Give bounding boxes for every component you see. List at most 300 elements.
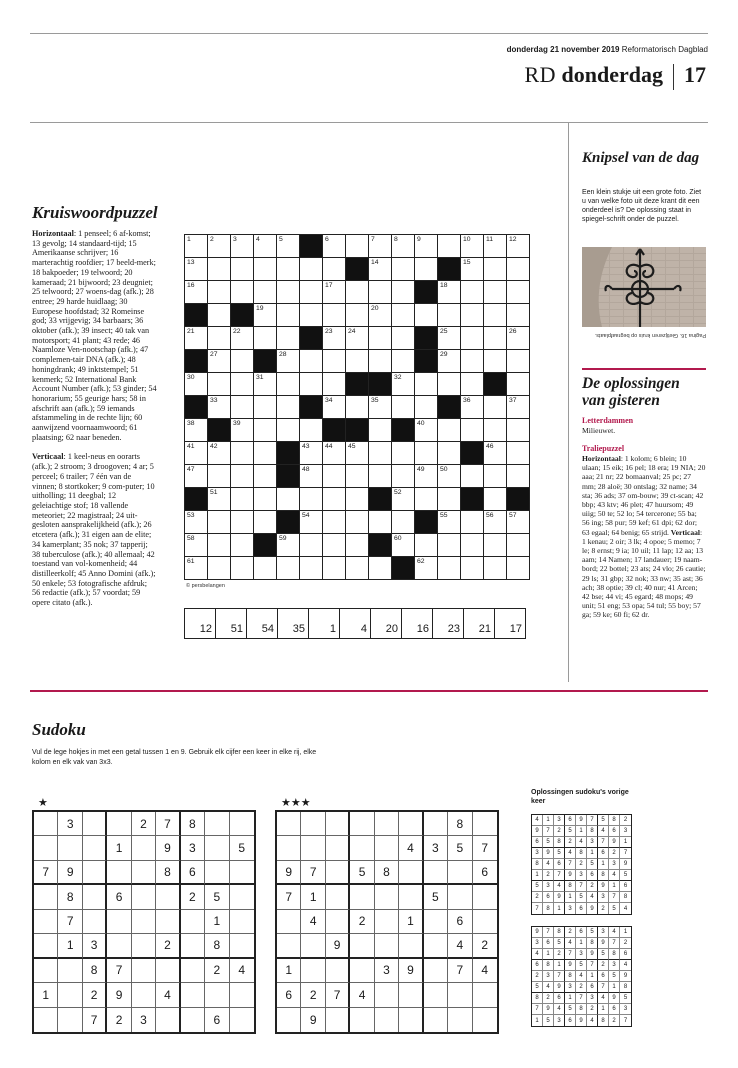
crossword-cell[interactable] [254,373,277,396]
crossword-cell[interactable] [415,442,438,465]
crossword-cell[interactable] [438,488,461,511]
sudoku-cell[interactable] [107,910,131,934]
crossword-cell[interactable] [392,442,415,465]
sudoku-cell[interactable] [399,983,423,1007]
sudoku-cell[interactable] [181,1008,205,1032]
crossword-cell[interactable] [415,304,438,327]
crossword-cell[interactable] [323,557,346,580]
crossword-cell[interactable] [507,442,530,465]
crossword-cell[interactable] [231,396,254,419]
sudoku-cell[interactable] [132,983,156,1007]
crossword-cell[interactable] [231,488,254,511]
crossword-cell[interactable] [231,281,254,304]
sudoku-cell[interactable] [399,861,423,885]
crossword-cell[interactable] [254,465,277,488]
crossword-cell[interactable] [369,557,392,580]
sudoku-cell[interactable] [424,1008,448,1032]
crossword-cell[interactable] [438,534,461,557]
sudoku-cell[interactable] [301,959,325,983]
crossword-cell[interactable] [438,557,461,580]
crossword-cell[interactable] [300,465,323,488]
sudoku-cell[interactable] [181,934,205,958]
sudoku-cell[interactable] [205,861,229,885]
crossword-cell[interactable] [392,327,415,350]
crossword-cell[interactable] [231,235,254,258]
crossword-cell[interactable] [231,419,254,442]
sudoku-cell[interactable] [181,959,205,983]
crossword-cell[interactable] [277,235,300,258]
sudoku-cell[interactable] [350,885,374,909]
crossword-cell[interactable] [300,488,323,511]
sudoku-cell[interactable] [448,983,472,1007]
sudoku-cell[interactable] [230,910,254,934]
crossword-cell[interactable] [507,235,530,258]
sudoku-cell[interactable] [301,812,325,836]
crossword-cell[interactable] [392,235,415,258]
sudoku-cell[interactable] [132,910,156,934]
crossword-cell[interactable] [461,304,484,327]
sudoku-cell[interactable] [424,959,448,983]
crossword-cell[interactable] [484,511,507,534]
crossword-cell[interactable] [185,511,208,534]
sudoku-cell[interactable] [156,1008,180,1032]
answer-cell[interactable]: 21 [464,609,495,639]
sudoku-cell[interactable] [83,812,107,836]
answer-cell[interactable]: 51 [216,609,247,639]
crossword-cell[interactable] [392,304,415,327]
crossword-cell[interactable] [369,442,392,465]
crossword-cell[interactable] [277,396,300,419]
crossword-cell[interactable] [208,396,231,419]
crossword-cell[interactable] [254,557,277,580]
crossword-cell[interactable] [323,534,346,557]
crossword-cell[interactable] [507,281,530,304]
answer-cell[interactable]: 1 [309,609,340,639]
crossword-cell[interactable] [484,442,507,465]
crossword-cell[interactable] [185,534,208,557]
crossword-cell[interactable] [277,373,300,396]
crossword-cell[interactable] [254,396,277,419]
sudoku-cell[interactable] [230,934,254,958]
crossword-cell[interactable] [208,350,231,373]
crossword-cell[interactable] [369,350,392,373]
crossword-cell[interactable] [438,511,461,534]
crossword-cell[interactable] [369,465,392,488]
crossword-cell[interactable] [323,304,346,327]
crossword-cell[interactable] [438,442,461,465]
crossword-cell[interactable] [185,442,208,465]
sudoku-cell[interactable] [230,1008,254,1032]
sudoku-cell[interactable] [277,812,301,836]
crossword-cell[interactable] [254,304,277,327]
crossword-cell[interactable] [231,350,254,373]
sudoku-cell[interactable] [132,861,156,885]
answer-cell[interactable]: 12 [185,609,216,639]
sudoku-cell[interactable] [83,861,107,885]
crossword-cell[interactable] [507,465,530,488]
crossword-cell[interactable] [507,258,530,281]
crossword-cell[interactable] [438,235,461,258]
answer-cell[interactable]: 54 [247,609,278,639]
sudoku-cell[interactable] [132,934,156,958]
sudoku-cell[interactable] [230,983,254,1007]
sudoku-cell[interactable] [326,885,350,909]
answer-cell[interactable]: 20 [371,609,402,639]
sudoku-cell[interactable] [424,861,448,885]
sudoku-cell[interactable] [301,934,325,958]
crossword-cell[interactable] [300,373,323,396]
crossword-cell[interactable] [484,534,507,557]
sudoku-cell[interactable] [34,910,58,934]
sudoku-cell[interactable] [326,836,350,860]
sudoku-cell[interactable] [473,910,497,934]
sudoku-cell[interactable] [277,1008,301,1032]
sudoku-cell[interactable] [34,885,58,909]
crossword-cell[interactable] [392,396,415,419]
crossword-cell[interactable] [438,281,461,304]
sudoku-cell[interactable] [375,910,399,934]
crossword-cell[interactable] [208,373,231,396]
answer-cell[interactable]: 23 [433,609,464,639]
crossword-cell[interactable] [346,442,369,465]
crossword-cell[interactable] [231,373,254,396]
sudoku-cell[interactable] [230,812,254,836]
crossword-cell[interactable] [185,327,208,350]
crossword-cell[interactable] [415,396,438,419]
crossword-cell[interactable] [208,281,231,304]
crossword-cell[interactable] [392,534,415,557]
sudoku-cell[interactable] [473,1008,497,1032]
crossword-cell[interactable] [392,511,415,534]
crossword-cell[interactable] [369,281,392,304]
crossword-cell[interactable] [231,258,254,281]
sudoku-cell[interactable] [375,812,399,836]
crossword-cell[interactable] [438,465,461,488]
crossword-cell[interactable] [461,465,484,488]
crossword-cell[interactable] [369,258,392,281]
sudoku-cell[interactable] [448,861,472,885]
crossword-cell[interactable] [208,442,231,465]
crossword-cell[interactable] [323,350,346,373]
crossword-cell[interactable] [208,258,231,281]
crossword-cell[interactable] [484,488,507,511]
crossword-cell[interactable] [300,350,323,373]
crossword-cell[interactable] [438,350,461,373]
crossword-cell[interactable] [346,235,369,258]
answer-cell[interactable]: 35 [278,609,309,639]
crossword-cell[interactable] [346,465,369,488]
crossword-cell[interactable] [346,304,369,327]
crossword-cell[interactable] [461,235,484,258]
crossword-cell[interactable] [208,488,231,511]
crossword-cell[interactable] [277,258,300,281]
sudoku-cell[interactable] [34,959,58,983]
sudoku-cell[interactable] [424,910,448,934]
crossword-cell[interactable] [254,511,277,534]
sudoku-cell[interactable] [107,934,131,958]
crossword-cell[interactable] [346,350,369,373]
crossword-cell[interactable] [300,258,323,281]
sudoku-cell[interactable] [205,983,229,1007]
crossword-cell[interactable] [415,488,438,511]
sudoku-cell[interactable] [301,836,325,860]
answer-cell[interactable]: 16 [402,609,433,639]
sudoku-cell[interactable] [473,885,497,909]
sudoku-cell[interactable] [277,934,301,958]
crossword-cell[interactable] [415,534,438,557]
crossword-cell[interactable] [484,235,507,258]
crossword-cell[interactable] [277,534,300,557]
crossword-cell[interactable] [392,350,415,373]
crossword-cell[interactable] [507,557,530,580]
crossword-cell[interactable] [369,419,392,442]
crossword-cell[interactable] [415,419,438,442]
sudoku-cell[interactable] [34,1008,58,1032]
sudoku-cell[interactable] [132,885,156,909]
answer-cell[interactable]: 4 [340,609,371,639]
crossword-cell[interactable] [185,258,208,281]
sudoku-cell[interactable] [34,812,58,836]
crossword-cell[interactable] [300,511,323,534]
crossword-cell[interactable] [392,281,415,304]
crossword-cell[interactable] [507,304,530,327]
crossword-cell[interactable] [461,557,484,580]
crossword-cell[interactable] [277,488,300,511]
crossword-cell[interactable] [392,465,415,488]
crossword-cell[interactable] [254,258,277,281]
crossword-cell[interactable] [300,419,323,442]
crossword-cell[interactable] [346,557,369,580]
crossword-cell[interactable] [346,488,369,511]
crossword-cell[interactable] [369,235,392,258]
crossword-cell[interactable] [185,235,208,258]
crossword-cell[interactable] [369,327,392,350]
crossword-cell[interactable] [277,281,300,304]
sudoku-cell[interactable] [424,812,448,836]
crossword-cell[interactable] [300,281,323,304]
sudoku-cell[interactable] [375,1008,399,1032]
sudoku-cell[interactable] [181,910,205,934]
crossword-cell[interactable] [507,396,530,419]
crossword-cell[interactable] [415,465,438,488]
crossword-cell[interactable] [461,258,484,281]
crossword-cell[interactable] [208,327,231,350]
crossword-cell[interactable] [507,511,530,534]
sudoku-cell[interactable] [473,983,497,1007]
crossword-cell[interactable] [185,465,208,488]
sudoku-cell[interactable] [205,812,229,836]
crossword-cell[interactable] [438,304,461,327]
crossword-cell[interactable] [208,465,231,488]
crossword-cell[interactable] [484,465,507,488]
crossword-cell[interactable] [484,396,507,419]
crossword-cell[interactable] [438,373,461,396]
crossword-cell[interactable] [461,511,484,534]
crossword-cell[interactable] [484,258,507,281]
sudoku-cell[interactable] [448,1008,472,1032]
crossword-cell[interactable] [231,534,254,557]
crossword-cell[interactable] [415,373,438,396]
sudoku-cell[interactable] [205,836,229,860]
sudoku-cell[interactable] [424,934,448,958]
crossword-cell[interactable] [323,235,346,258]
crossword-cell[interactable] [461,534,484,557]
sudoku-cell[interactable] [58,983,82,1007]
sudoku-cell[interactable] [58,959,82,983]
crossword-cell[interactable] [415,557,438,580]
crossword-cell[interactable] [484,304,507,327]
crossword-cell[interactable] [254,488,277,511]
crossword-cell[interactable] [438,419,461,442]
crossword-cell[interactable] [323,327,346,350]
crossword-cell[interactable] [185,557,208,580]
sudoku-cell[interactable] [132,959,156,983]
sudoku-cell[interactable] [156,885,180,909]
crossword-cell[interactable] [323,488,346,511]
sudoku-cell[interactable] [132,836,156,860]
crossword-cell[interactable] [484,281,507,304]
crossword-cell[interactable] [369,511,392,534]
crossword-cell[interactable] [208,235,231,258]
sudoku-cell[interactable] [277,910,301,934]
crossword-cell[interactable] [254,281,277,304]
sudoku-cell[interactable] [34,836,58,860]
sudoku-cell[interactable] [326,910,350,934]
crossword-cell[interactable] [208,557,231,580]
sudoku-cell[interactable] [83,885,107,909]
sudoku-cell[interactable] [350,812,374,836]
sudoku-cell[interactable] [399,934,423,958]
crossword-cell[interactable] [277,327,300,350]
crossword-cell[interactable] [484,327,507,350]
sudoku-cell[interactable] [375,836,399,860]
answer-cell[interactable]: 17 [495,609,526,639]
crossword-cell[interactable] [346,534,369,557]
crossword-cell[interactable] [507,350,530,373]
crossword-cell[interactable] [231,465,254,488]
crossword-cell[interactable] [254,442,277,465]
crossword-cell[interactable] [507,327,530,350]
crossword-cell[interactable] [346,281,369,304]
sudoku-cell[interactable] [473,812,497,836]
sudoku-cell[interactable] [375,934,399,958]
crossword-cell[interactable] [300,304,323,327]
crossword-cell[interactable] [277,304,300,327]
crossword-cell[interactable] [392,488,415,511]
crossword-cell[interactable] [346,327,369,350]
crossword-cell[interactable] [461,350,484,373]
sudoku-cell[interactable] [326,861,350,885]
sudoku-cell[interactable] [350,959,374,983]
crossword-cell[interactable] [507,419,530,442]
crossword-cell[interactable] [323,511,346,534]
sudoku-cell[interactable] [156,910,180,934]
crossword-cell[interactable] [208,511,231,534]
crossword-cell[interactable] [415,258,438,281]
crossword-cell[interactable] [392,258,415,281]
crossword-cell[interactable] [484,419,507,442]
sudoku-cell[interactable] [375,983,399,1007]
crossword-cell[interactable] [346,396,369,419]
crossword-cell[interactable] [300,442,323,465]
sudoku-cell[interactable] [83,836,107,860]
sudoku-cell[interactable] [350,1008,374,1032]
crossword-cell[interactable] [484,350,507,373]
crossword-cell[interactable] [461,327,484,350]
crossword-cell[interactable] [323,373,346,396]
sudoku-cell[interactable] [58,1008,82,1032]
crossword-cell[interactable] [185,419,208,442]
crossword-cell[interactable] [323,465,346,488]
crossword-cell[interactable] [323,258,346,281]
sudoku-cell[interactable] [399,885,423,909]
crossword-cell[interactable] [300,557,323,580]
crossword-cell[interactable] [369,396,392,419]
sudoku-cell[interactable] [107,812,131,836]
sudoku-cell[interactable] [448,885,472,909]
sudoku-cell[interactable] [107,861,131,885]
crossword-cell[interactable] [208,534,231,557]
crossword-cell[interactable] [254,327,277,350]
crossword-cell[interactable] [461,419,484,442]
sudoku-cell[interactable] [230,885,254,909]
crossword-cell[interactable] [208,304,231,327]
crossword-cell[interactable] [461,373,484,396]
crossword-cell[interactable] [185,373,208,396]
sudoku-cell[interactable] [326,812,350,836]
crossword-cell[interactable] [507,534,530,557]
crossword-cell[interactable] [438,327,461,350]
sudoku-cell[interactable] [156,959,180,983]
sudoku-cell[interactable] [424,983,448,1007]
crossword-cell[interactable] [185,281,208,304]
sudoku-cell[interactable] [399,1008,423,1032]
crossword-cell[interactable] [415,235,438,258]
crossword-cell[interactable] [346,511,369,534]
crossword-cell[interactable] [323,442,346,465]
crossword-cell[interactable] [369,304,392,327]
crossword-cell[interactable] [231,327,254,350]
crossword-cell[interactable] [277,557,300,580]
sudoku-cell[interactable] [326,1008,350,1032]
sudoku-cell[interactable] [326,959,350,983]
sudoku-cell[interactable] [34,934,58,958]
crossword-cell[interactable] [277,419,300,442]
crossword-cell[interactable] [484,557,507,580]
sudoku-cell[interactable] [375,885,399,909]
crossword-cell[interactable] [254,235,277,258]
crossword-cell[interactable] [461,396,484,419]
sudoku-cell[interactable] [350,934,374,958]
crossword-cell[interactable] [254,419,277,442]
crossword-cell[interactable] [277,350,300,373]
sudoku-cell[interactable] [181,983,205,1007]
sudoku-cell[interactable] [350,836,374,860]
crossword-cell[interactable] [323,396,346,419]
crossword-cell[interactable] [461,281,484,304]
crossword-cell[interactable] [300,534,323,557]
crossword-cell[interactable] [231,442,254,465]
crossword-cell[interactable] [231,557,254,580]
crossword-cell[interactable] [323,281,346,304]
sudoku-cell[interactable] [83,910,107,934]
crossword-cell[interactable] [392,373,415,396]
sudoku-cell[interactable] [230,861,254,885]
sudoku-cell[interactable] [277,836,301,860]
sudoku-cell[interactable] [58,836,82,860]
crossword-cell[interactable] [507,373,530,396]
sudoku-cell[interactable] [399,812,423,836]
